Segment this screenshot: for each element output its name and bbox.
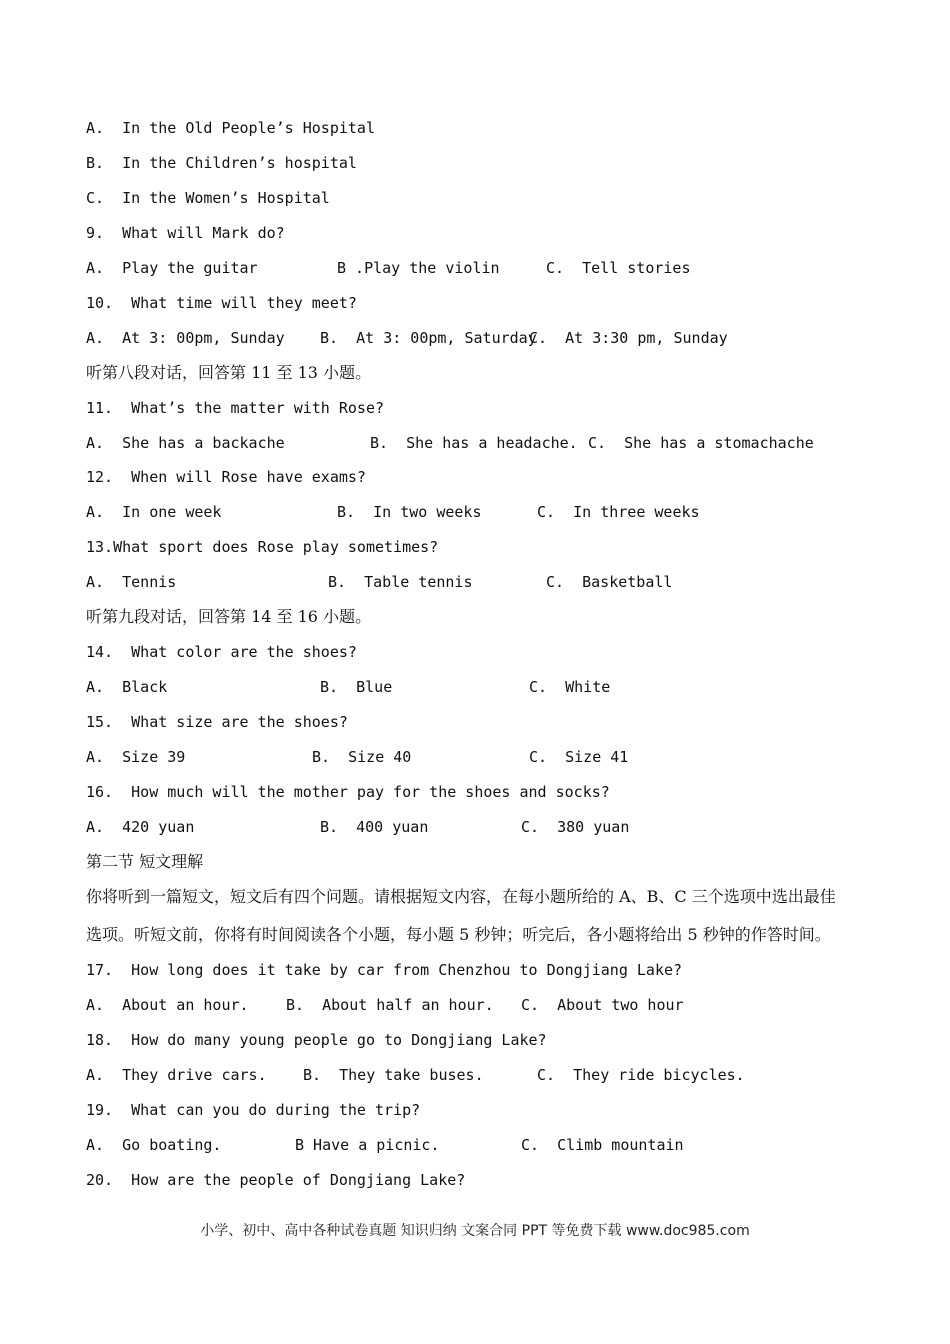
question-10: 10. What time will they meet? xyxy=(86,294,357,312)
option-a: A. Size 39 xyxy=(86,748,186,766)
option-c: C. She has a stomachache xyxy=(588,434,814,452)
option-c: C. Basketball xyxy=(546,573,673,591)
question-15: 15. What size are the shoes? xyxy=(86,713,348,731)
question-11: 11. What’s the matter with Rose? xyxy=(86,399,385,417)
option-old-peoples-hospital: A. In the Old People’s Hospital xyxy=(86,119,375,137)
section-heading-9: 听第九段对话，回答第 14 至 16 小题。 xyxy=(86,607,372,626)
question-18: 18. How do many young people go to Dongjiang Lake? xyxy=(86,1031,547,1049)
instructions-line-1: 你将听到一篇短文，短文后有四个问题。请根据短文内容，在每小题所给的 A、B、C 三个选项中选出最佳 xyxy=(86,887,836,906)
question-9: 9. What will Mark do? xyxy=(86,224,285,242)
question-20: 20. How are the people of Dongjiang Lake? xyxy=(86,1171,466,1189)
option-c: C. Climb mountain xyxy=(521,1136,684,1154)
question-13: 13.What sport does Rose play sometimes? xyxy=(86,538,439,556)
question-16: 16. How much will the mother pay for the shoes and socks? xyxy=(86,783,610,801)
option-c: C. Size 41 xyxy=(529,748,629,766)
option-a: A. About an hour. xyxy=(86,996,249,1014)
option-c: C. About two hour xyxy=(521,996,684,1014)
option-b: B. Blue xyxy=(320,678,393,696)
page-footer: 小学、初中、高中各种试卷真题 知识归纳 文案合同 PPT 等免费下载 www.doc985.com xyxy=(200,1223,750,1239)
option-b: B. Table tennis xyxy=(328,573,473,591)
option-b: B. About half an hour. xyxy=(286,996,494,1014)
option-c: C. 380 yuan xyxy=(521,818,630,836)
instructions-line-2: 选项。听短文前，你将有时间阅读各个小题，每小题 5 秒钟；听完后，各小题将给出 5 秒钟的作答时间。 xyxy=(86,925,831,944)
option-b: B. She has a headache. xyxy=(370,434,578,452)
option-c: C. At 3:30 pm, Sunday xyxy=(529,329,728,347)
option-b: B. 400 yuan xyxy=(320,818,429,836)
option-b: B Have a picnic. xyxy=(295,1136,440,1154)
question-12: 12. When will Rose have exams? xyxy=(86,468,366,486)
option-b: B. In two weeks xyxy=(337,503,482,521)
option-a: A. At 3: 00pm, Sunday xyxy=(86,329,285,347)
section-heading-8: 听第八段对话，回答第 11 至 13 小题。 xyxy=(86,363,372,382)
option-childrens-hospital: B. In the Children’s hospital xyxy=(86,154,357,172)
option-b: B .Play the violin xyxy=(337,259,500,277)
option-c: C. In three weeks xyxy=(537,503,700,521)
option-c: C. White xyxy=(529,678,611,696)
option-a: A. Play the guitar xyxy=(86,259,258,277)
option-b: B. At 3: 00pm, Saturday xyxy=(320,329,537,347)
option-womens-hospital: C. In the Women’s Hospital xyxy=(86,189,330,207)
option-a: A. Go boating. xyxy=(86,1136,222,1154)
option-a: A. Tennis xyxy=(86,573,177,591)
part-2-heading: 第二节 短文理解 xyxy=(86,852,204,871)
option-a: A. In one week xyxy=(86,503,222,521)
question-14: 14. What color are the shoes? xyxy=(86,643,357,661)
option-b: B. Size 40 xyxy=(312,748,412,766)
option-c: C. They ride bicycles. xyxy=(537,1066,745,1084)
option-a: A. 420 yuan xyxy=(86,818,195,836)
option-c: C. Tell stories xyxy=(546,259,691,277)
option-a: A. They drive cars. xyxy=(86,1066,267,1084)
option-a: A. She has a backache xyxy=(86,434,285,452)
option-b: B. They take buses. xyxy=(303,1066,484,1084)
question-19: 19. What can you do during the trip? xyxy=(86,1101,421,1119)
question-17: 17. How long does it take by car from Chenzhou to Dongjiang Lake? xyxy=(86,961,683,979)
option-a: A. Black xyxy=(86,678,168,696)
